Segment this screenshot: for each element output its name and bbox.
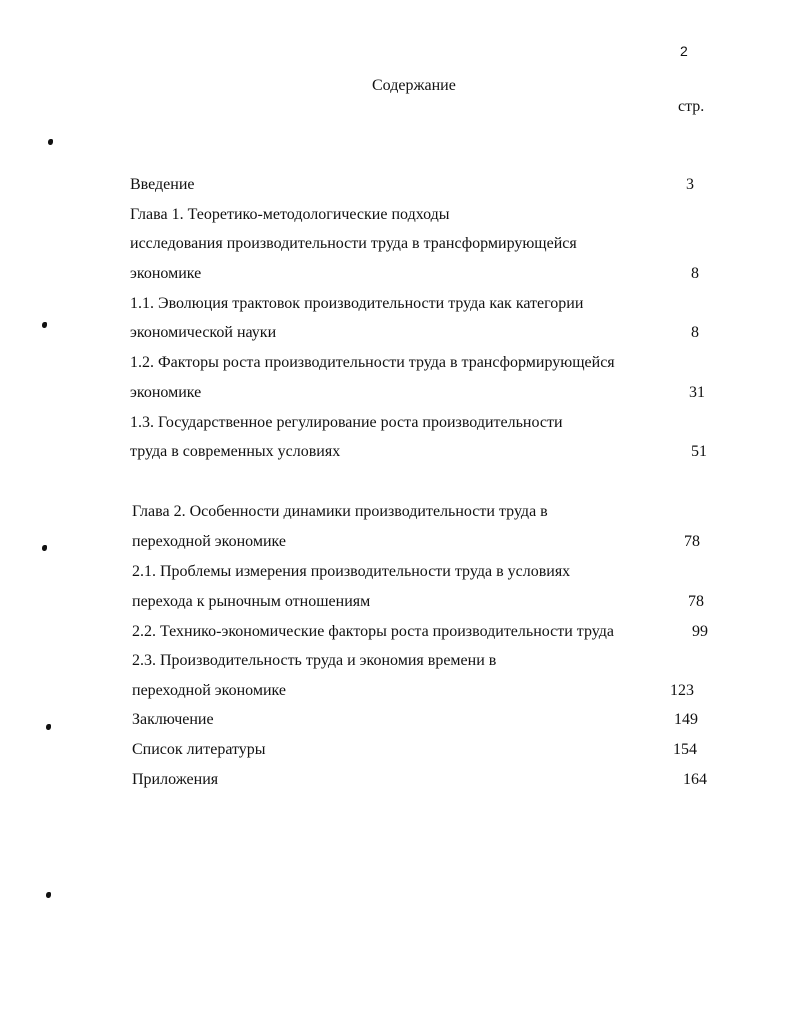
toc-entry-page: 78 [684, 533, 700, 550]
toc-entry-text: исследования производительности труда в трансформирующейся [130, 235, 577, 252]
toc-entry-text: Список литературы [132, 741, 266, 758]
page-number: 2 [680, 43, 688, 59]
toc-entry-text: Введение [130, 176, 195, 193]
toc-entry-page: 8 [691, 265, 699, 282]
toc-entry-text: переходной экономике [132, 533, 286, 550]
toc-entry-text: 2.1. Проблемы измерения производительности труда в условиях [132, 563, 571, 580]
scan-speck [46, 724, 51, 730]
page-title: Содержание [372, 77, 456, 94]
toc-entry-text: Глава 1. Теоретико-методологические подходы [130, 206, 450, 223]
toc-entry-page: 154 [673, 741, 697, 758]
toc-entry-page: 164 [683, 771, 707, 788]
toc-entry-text: 2.3. Производительность труда и экономия времени в [132, 652, 497, 669]
toc-entry-text: 2.2. Технико-экономические факторы роста производительности труда [132, 623, 615, 640]
page-column-label: стр. [678, 98, 705, 115]
scan-speck [46, 892, 51, 898]
toc-entry-text: перехода к рыночным отношениям [132, 593, 371, 610]
toc-entry-page: 3 [686, 176, 694, 193]
toc-entry-text: экономике [130, 265, 202, 282]
toc-entry-text: Приложения [132, 771, 219, 788]
toc-entry-text: Заключение [132, 711, 214, 728]
scan-speck [42, 322, 47, 328]
toc-entry-text: труда в современных условиях [130, 443, 341, 460]
toc-entry-page: 8 [691, 324, 699, 341]
toc-entry-text: экономической науки [130, 324, 277, 341]
toc-entry-text: 1.2. Факторы роста производительности труда в трансформирующейся [130, 354, 615, 371]
toc-entry-page: 149 [674, 711, 698, 728]
toc-entry-text: 1.1. Эволюция трактовок производительности труда как категории [130, 295, 584, 312]
toc-entry-page: 31 [689, 384, 705, 401]
toc-entry-page: 51 [691, 443, 707, 460]
scan-speck [48, 139, 53, 145]
toc-entry-text: переходной экономике [132, 682, 286, 699]
toc-entry-page: 78 [688, 593, 704, 610]
toc-entry-page: 123 [670, 682, 694, 699]
toc-entry-text: 1.3. Государственное регулирование роста производительности [130, 414, 563, 431]
toc-entry-text: Глава 2. Особенности динамики производительности труда в [132, 503, 548, 520]
toc-entry-page: 99 [692, 623, 708, 640]
scan-speck [42, 545, 47, 551]
toc-entry-text: экономике [130, 384, 202, 401]
